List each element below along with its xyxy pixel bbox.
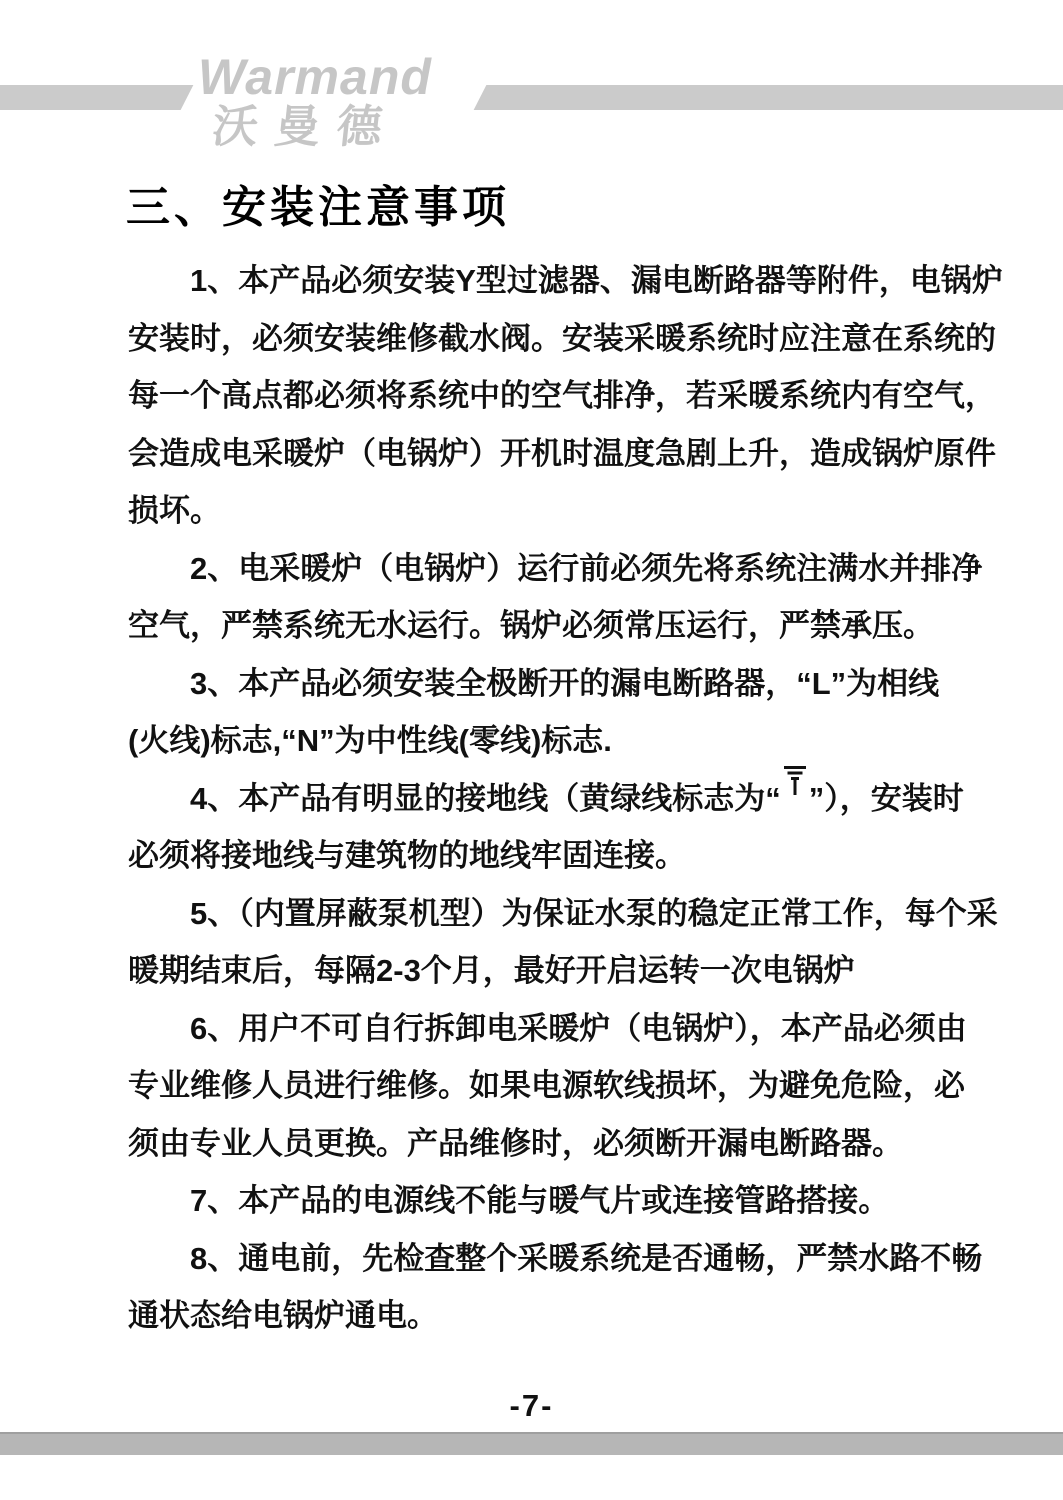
paragraph — [128, 885, 998, 1000]
text-line: 4、本产品有明显的接地线（黄绿线标志为“ ”），安装时 — [128, 770, 935, 828]
paragraph — [128, 770, 964, 885]
text-line: 3、本产品必须安装全极断开的漏电断路器，“L”为相线 — [190, 665, 940, 701]
text-line: 6、用户不可自行拆卸电采暖炉（电锅炉），本产品必须由 — [190, 1010, 967, 1046]
text-line: 须由专业人员更换。产品维修时，必须断开漏电断路器。 — [128, 1125, 903, 1161]
text-line: 每一个高点都必须将系统中的空气排净，若采暖系统内有空气， — [128, 378, 996, 413]
text-line: 通状态给电锅炉通电。 — [128, 1298, 438, 1333]
text-line: 专业维修人员进行维修。如果电源软线损坏，为避免危险，必 — [128, 1068, 965, 1103]
text-line: 8、通电前，先检查整个采暖系统是否通畅，严禁水路不畅 — [190, 1240, 983, 1276]
text-line: 5、（内置屏蔽泵机型）为保证水泵的稳定正常工作，每个采 — [190, 895, 998, 931]
page-title: 三、安装注意事项 — [126, 183, 510, 232]
text-line: 必须将接地线与建筑物的地线牢固连接。 — [128, 838, 686, 873]
header-band-left — [0, 85, 193, 110]
text-line: 损坏。 — [128, 493, 221, 528]
footer-bar — [0, 1432, 1063, 1455]
paragraph — [128, 1172, 935, 1230]
text-line: 会造成电采暖炉（电锅炉）开机时温度急剧上升，造成锅炉原件 — [128, 435, 996, 471]
text-line: 2、电采暖炉（电锅炉）运行前必须先将系统注满水并排净 — [190, 550, 983, 586]
text-line: 安装时，必须安装维修截水阀。安装采暖系统时应注意在系统的 — [128, 320, 996, 356]
brand-logo-english: Warmand — [198, 49, 432, 105]
paragraph — [128, 540, 983, 655]
paragraph — [128, 252, 1003, 540]
page-number: -7- — [509, 1388, 554, 1423]
text-line: 暖期结束后，每隔2-3个月，最好开启运转一次电锅炉 — [128, 953, 855, 988]
paragraph — [128, 1000, 967, 1173]
header-band-right — [474, 85, 1063, 110]
text-line: 空气，严禁系统无水运行。锅炉必须常压运行，严禁承压。 — [128, 608, 934, 643]
text-line: (火线)标志,“N”为中性线(零线)标志. — [128, 723, 612, 758]
brand-logo-chinese: 沃曼德 — [210, 101, 402, 152]
text-line: 7、本产品的电源线不能与暖气片或连接管路搭接。 — [190, 1183, 890, 1218]
paragraph — [128, 1230, 983, 1345]
body-text — [128, 252, 1003, 1345]
paragraph — [128, 655, 940, 770]
text-line: 1、本产品必须安装Y型过滤器、漏电断路器等附件，电锅炉 — [190, 263, 1003, 298]
earth-ground-icon — [783, 765, 807, 795]
